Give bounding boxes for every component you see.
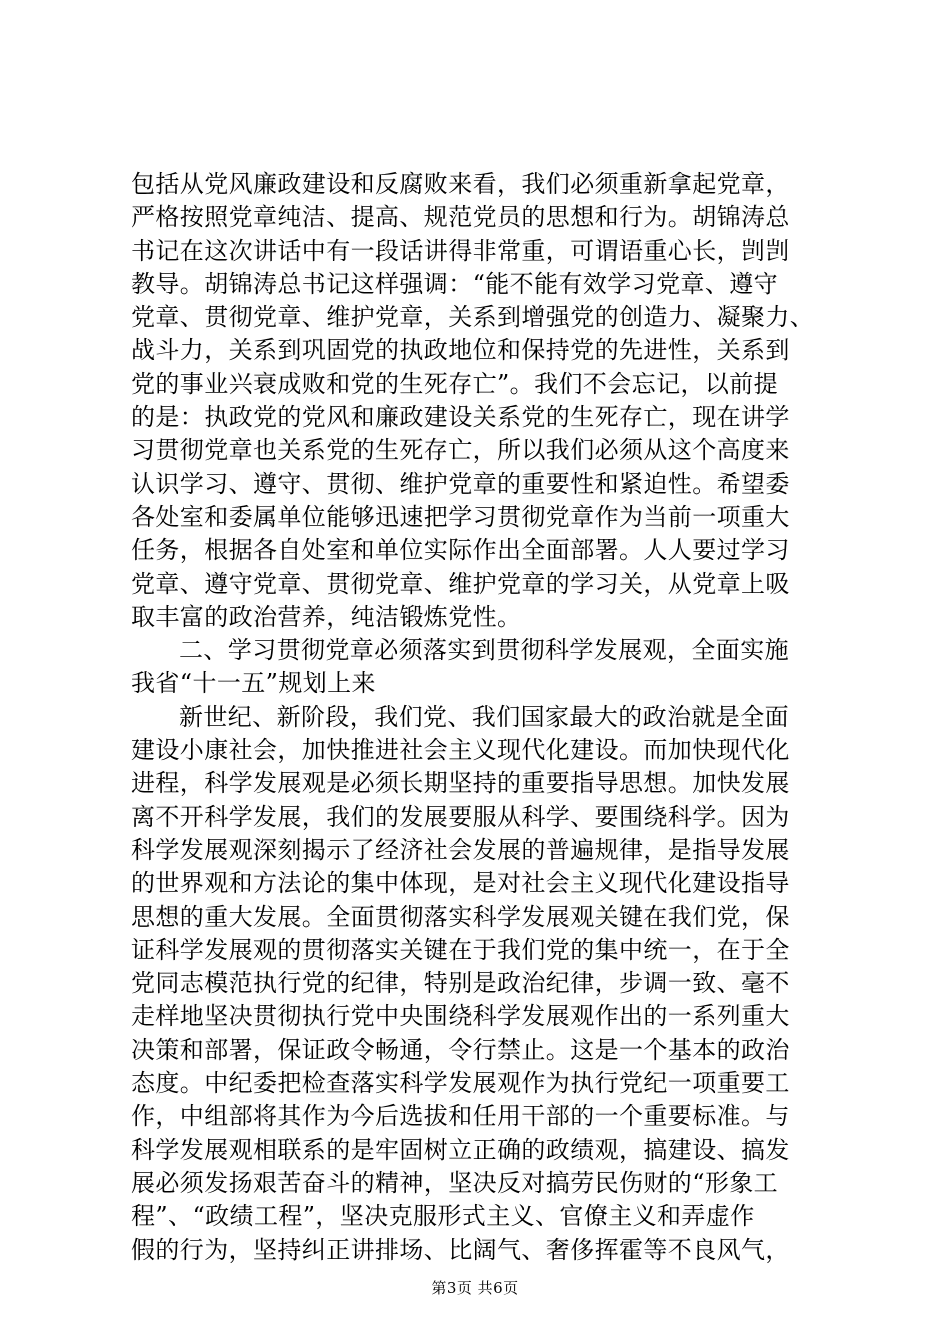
text-line: 取丰富的政治营养，纯洁锻炼党性。: [131, 602, 522, 631]
text-line: 假的行为，坚持纠正讲排场、比阔气、奢侈挥霍等不良风气，: [131, 1235, 790, 1264]
text-line: 的世界观和方法论的集中体现，是对社会主义现代化建设指导: [131, 869, 790, 898]
text-line: 科学发展观相联系的是牢固树立正确的政绩观，搞建设、搞发: [131, 1135, 790, 1164]
text-line: 包括从党风廉政建设和反腐败来看，我们必须重新拿起党章，: [131, 170, 790, 198]
text-line: 态度。中纪委把检查落实科学发展观作为执行党纪一项重要工: [131, 1069, 790, 1098]
text-line: 思想的重大发展。全面贯彻落实科学发展观关键在我们党，保: [131, 902, 790, 931]
text-line: 科学发展观深刻揭示了经济社会发展的普遍规律，是指导发展: [131, 835, 790, 864]
text-line: 离不开科学发展，我们的发展要服从科学、要围绕科学。因为: [131, 802, 790, 831]
text-line: 二、学习贯彻党章必须落实到贯彻科学发展观，全面实施: [179, 636, 789, 665]
text-line: 认识学习、遵守、贯彻、维护党章的重要性和紧迫性。希望委: [131, 469, 790, 498]
text-line: 党章、遵守党章、贯彻党章、维护党章的学习关，从党章上吸: [131, 569, 790, 598]
text-line: 严格按照党章纯洁、提高、规范党员的思想和行为。胡锦涛总: [131, 203, 790, 232]
text-line: 我省“十一五”规划上来: [131, 669, 376, 698]
text-line: 走样地坚决贯彻执行党中央围绕科学发展观作出的一系列重大: [131, 1002, 790, 1031]
document-body: [131, 168, 851, 1267]
text-line: 程”、“政绩工程”，坚决克服形式主义、官僚主义和弄虚作: [131, 1202, 755, 1231]
text-line: 战斗力，关系到巩固党的执政地位和保持党的先进性，关系到: [131, 336, 790, 365]
text-line: 习贯彻党章也关系党的生死存亡，所以我们必须从这个高度来: [131, 436, 790, 465]
text-line: 党章、贯彻党章、维护党章，关系到增强党的创造力、凝聚力、: [131, 303, 815, 332]
text-line: 教导。胡锦涛总书记这样强调：“能不能有效学习党章、遵守: [131, 269, 779, 298]
text-line: 证科学发展观的贯彻落实关键在于我们党的集中统一，在于全: [131, 935, 790, 964]
text-line: 任务，根据各自处室和单位实际作出全面部署。人人要过学习: [131, 536, 790, 565]
text-line: 新世纪、新阶段，我们党、我们国家最大的政治就是全面: [179, 702, 789, 731]
text-line: 书记在这次讲话中有一段话讲得非常重，可谓语重心长，剀剀: [131, 236, 790, 265]
text-line: 各处室和委属单位能够迅速把学习贯彻党章作为当前一项重大: [131, 502, 790, 531]
text-line: 的是：执政党的党风和廉政建设关系党的生死存亡，现在讲学: [131, 403, 790, 432]
text-line: 党同志模范执行党的纪律，特别是政治纪律，步调一致、毫不: [131, 969, 790, 998]
page-footer: 第3页 共6页: [431, 1279, 519, 1297]
text-line: 建设小康社会，加快推进社会主义现代化建设。而加快现代化: [131, 736, 790, 765]
text-line: 决策和部署，保证政令畅通，令行禁止。这是一个基本的政治: [131, 1035, 790, 1064]
text-line: 作，中组部将其作为今后选拔和任用干部的一个重要标准。与: [131, 1102, 790, 1131]
text-line: 进程，科学发展观是必须长期坚持的重要指导思想。加快发展: [131, 769, 790, 798]
text-line: 展必须发扬艰苦奋斗的精神，坚决反对搞劳民伤财的“形象工: [131, 1168, 779, 1197]
text-line: 党的事业兴衰成败和党的生死存亡”。我们不会忘记，以前提: [131, 369, 779, 398]
